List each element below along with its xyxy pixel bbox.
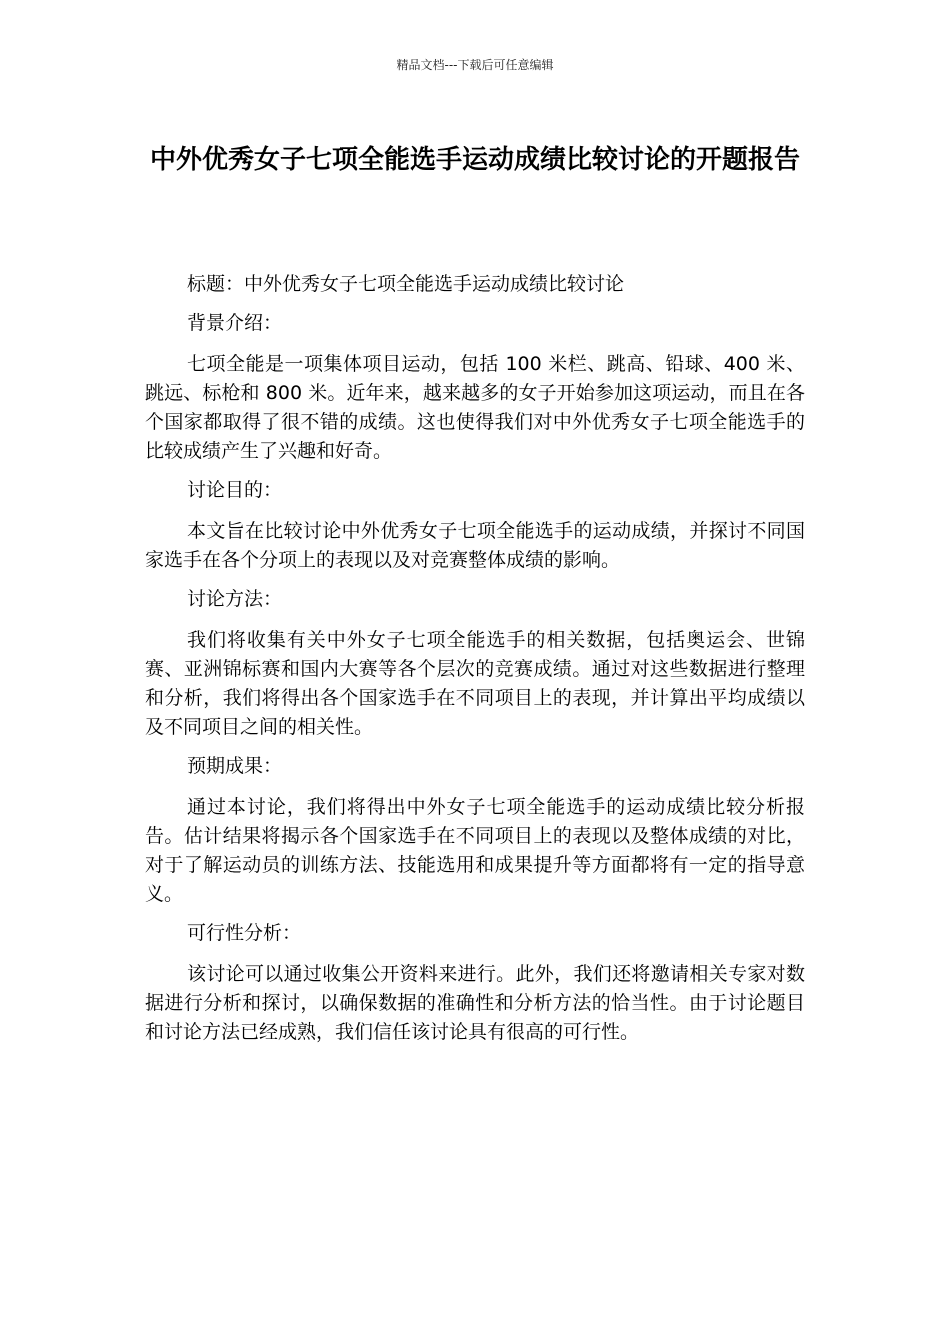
section-heading-background: 背景介绍： (187, 312, 283, 334)
subject-line: 标题：中外优秀女子七项全能选手运动成绩比较讨论 (187, 273, 625, 295)
section-heading-feasibility: 可行性分析： (187, 922, 302, 944)
document-title: 中外优秀女子七项全能选手运动成绩比较讨论的开题报告 (149, 145, 800, 175)
section-heading-expected-results: 预期成果： (187, 755, 283, 777)
section-body-purpose: 本文旨在比较讨论中外优秀女子七项全能选手的运动成绩，并探讨不同国家选手在各个分项上的表现以及对竞赛整体成绩的影响。 (145, 520, 805, 571)
section-body-feasibility: 该讨论可以通过收集公开资料来进行。此外，我们还将邀请相关专家对数据进行分析和探讨，以确保数据的准确性和分析方法的恰当性。由于讨论题目和讨论方法已经成熟，我们信任该讨论具有很高的可行性。 (145, 963, 805, 1043)
section-body-expected-results: 通过本讨论，我们将得出中外女子七项全能选手的运动成绩比较分析报告。估计结果将揭示各个国家选手在不同项目上的表现以及整体成绩的对比，对于了解运动员的训练方法、技能选用和成果提升等方面都将有一定的指导意义。 (145, 796, 805, 905)
section-heading-method: 讨论方法： (187, 588, 283, 610)
document-body (145, 270, 805, 1057)
section-heading-purpose: 讨论目的： (187, 479, 283, 501)
header-note: 精品文档---下载后可任意编辑 (396, 58, 554, 72)
section-body-background: 七项全能是一项集体项目运动，包括 100 米栏、跳高、铅球、400 米、跳远、标枪和 800 米。近年来，越来越多的女子开始参加这项运动，而且在各个国家都取得了很不错的成绩。这也使得我们对中外优秀女子七项全能选手的比较成绩产生了兴趣和好奇。 (145, 353, 805, 462)
section-body-method: 我们将收集有关中外女子七项全能选手的相关数据，包括奥运会、世锦赛、亚洲锦标赛和国内大赛等各个层次的竞赛成绩。通过对这些数据进行整理和分析，我们将得出各个国家选手在不同项目上的表现，并计算出平均成绩以及不同项目之间的相关性。 (145, 629, 805, 738)
